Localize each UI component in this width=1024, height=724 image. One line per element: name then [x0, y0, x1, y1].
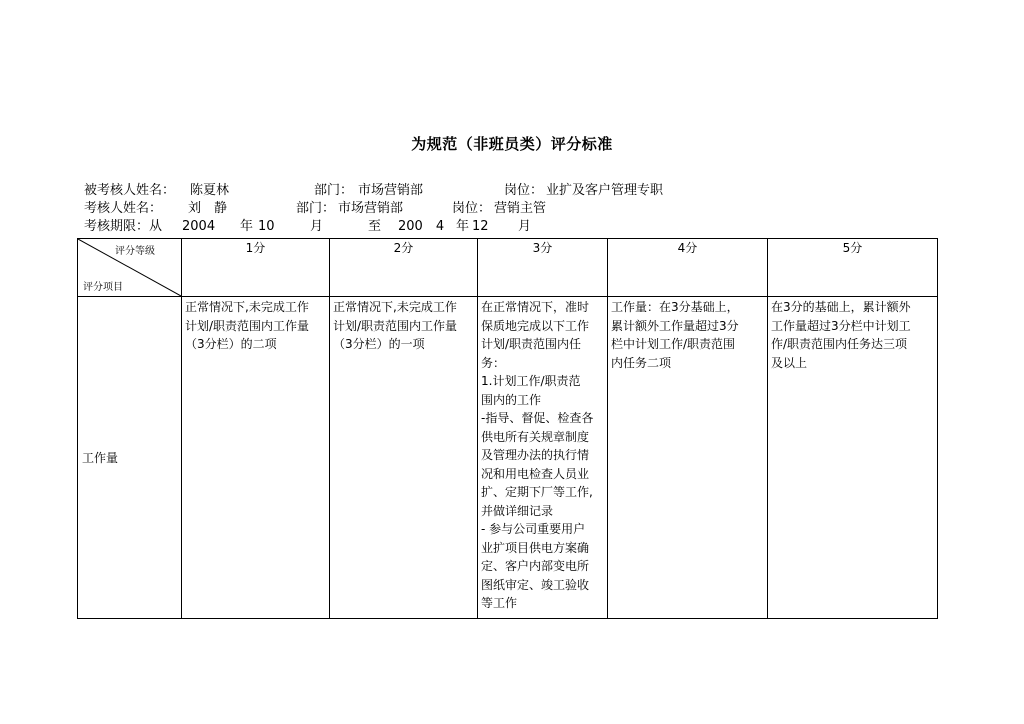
department-label: 部门： — [296, 201, 336, 216]
department-label: 部门： — [314, 183, 354, 198]
diagonal-header-cell — [78, 239, 182, 297]
assessor-name: 刘 静 — [188, 201, 228, 216]
to-char: 至 — [368, 219, 382, 234]
criteria-line: 等工作 — [481, 596, 518, 610]
assessee-info-line — [84, 182, 664, 200]
criteria-text — [768, 297, 937, 373]
criteria-line: 在3分的基础上，累计额外 — [771, 300, 911, 314]
row-label: 工作量 — [78, 297, 182, 619]
criteria-line: 计划/职责范围内工作量 — [185, 318, 310, 333]
year-char: 年 — [240, 219, 254, 234]
criteria-cell — [330, 297, 478, 619]
criteria-line: 1.计划工作/职责范 — [481, 374, 581, 388]
period-start-year: 2004 — [182, 219, 216, 234]
criteria-cell — [182, 297, 330, 619]
criteria-line: 作/职责范围内任务达三项 — [771, 337, 908, 351]
criteria-text — [608, 297, 767, 373]
department-value: 市场营销部 — [358, 183, 424, 198]
post-value: 营销主管 — [494, 201, 547, 216]
criteria-line: 图纸审定、竣工验收 — [481, 577, 590, 592]
criteria-line: 计划/职责范围内工作量 — [333, 318, 458, 333]
period-end-month: 12 — [472, 219, 489, 234]
assessor-label: 考核人姓名： — [84, 201, 163, 216]
score-level-label: 评分等级 — [115, 246, 155, 257]
criteria-line: （3分栏）的二项 — [185, 337, 277, 351]
assessee-label: 被考核人姓名： — [84, 183, 176, 198]
criteria-line: 围内的工作 — [481, 392, 542, 407]
period-end-year: 200 4 — [398, 219, 445, 234]
criteria-line: 及管理办法的执行情 — [481, 448, 590, 462]
level-header: 1分 — [182, 239, 330, 297]
criteria-line: 保质地完成以下工作 — [481, 318, 590, 333]
criteria-text — [330, 297, 477, 355]
criteria-line: 况和用电检查人员业 — [481, 466, 590, 481]
level-header: 2分 — [330, 239, 478, 297]
level-header: 4分 — [608, 239, 768, 297]
criteria-line: 工作量：在3分基础上， — [611, 300, 739, 314]
department-value: 市场营销部 — [338, 201, 404, 216]
period-label: 考核期限：从 — [84, 219, 163, 234]
year-char: 年 — [456, 219, 470, 234]
criteria-line: -指导、督促、检查各 — [481, 411, 594, 425]
criteria-line: 扩、定期下厂等工作, — [481, 485, 593, 499]
criteria-line: 栏中计划工作/职责范围 — [611, 337, 736, 351]
criteria-line: 及以上 — [771, 355, 808, 370]
criteria-text — [478, 297, 607, 614]
scoring-table — [77, 238, 938, 619]
criteria-cell — [608, 297, 768, 619]
assessee-name: 陈夏林 — [190, 183, 230, 198]
post-label: 岗位： — [452, 201, 492, 216]
period-info-line — [84, 218, 532, 236]
period-start-month: 10 — [258, 219, 275, 234]
criteria-line: 工作量超过3分栏中计划工 — [771, 318, 911, 333]
criteria-line: 在正常情况下，准时 — [481, 300, 590, 314]
criteria-line: - 参与公司重要用户 — [481, 522, 586, 536]
criteria-line: 务： — [481, 355, 506, 370]
criteria-line: 并做详细记录 — [481, 503, 554, 518]
table-header-row — [78, 239, 938, 297]
criteria-line: 计划/职责范围内任 — [481, 337, 582, 351]
criteria-line: 供电所有关规章制度 — [481, 429, 590, 444]
criteria-line: 业扩项目供电方案确 — [481, 540, 590, 555]
post-value: 业扩及客户管理专职 — [546, 183, 664, 198]
criteria-line: 内任务二项 — [611, 355, 672, 370]
criteria-line: （3分栏）的一项 — [333, 337, 425, 351]
post-label: 岗位： — [504, 183, 544, 198]
criteria-line: 累计额外工作量超过3分 — [611, 318, 739, 333]
score-item-label: 评分项目 — [83, 282, 123, 293]
month-char: 月 — [310, 219, 324, 234]
level-header: 5分 — [768, 239, 938, 297]
page-title: 为规范（非班员类）评分标准 — [411, 135, 613, 153]
assessor-info-line — [84, 200, 547, 218]
criteria-line: 正常情况下,未完成工作 — [185, 300, 309, 314]
criteria-line: 定、客户内部变电所 — [481, 559, 590, 573]
criteria-cell — [478, 297, 608, 619]
table-row — [78, 297, 938, 619]
criteria-line: 正常情况下,未完成工作 — [333, 300, 457, 314]
criteria-cell — [768, 297, 938, 619]
level-header: 3分 — [478, 239, 608, 297]
criteria-text — [182, 297, 329, 355]
month-char: 月 — [518, 219, 532, 234]
